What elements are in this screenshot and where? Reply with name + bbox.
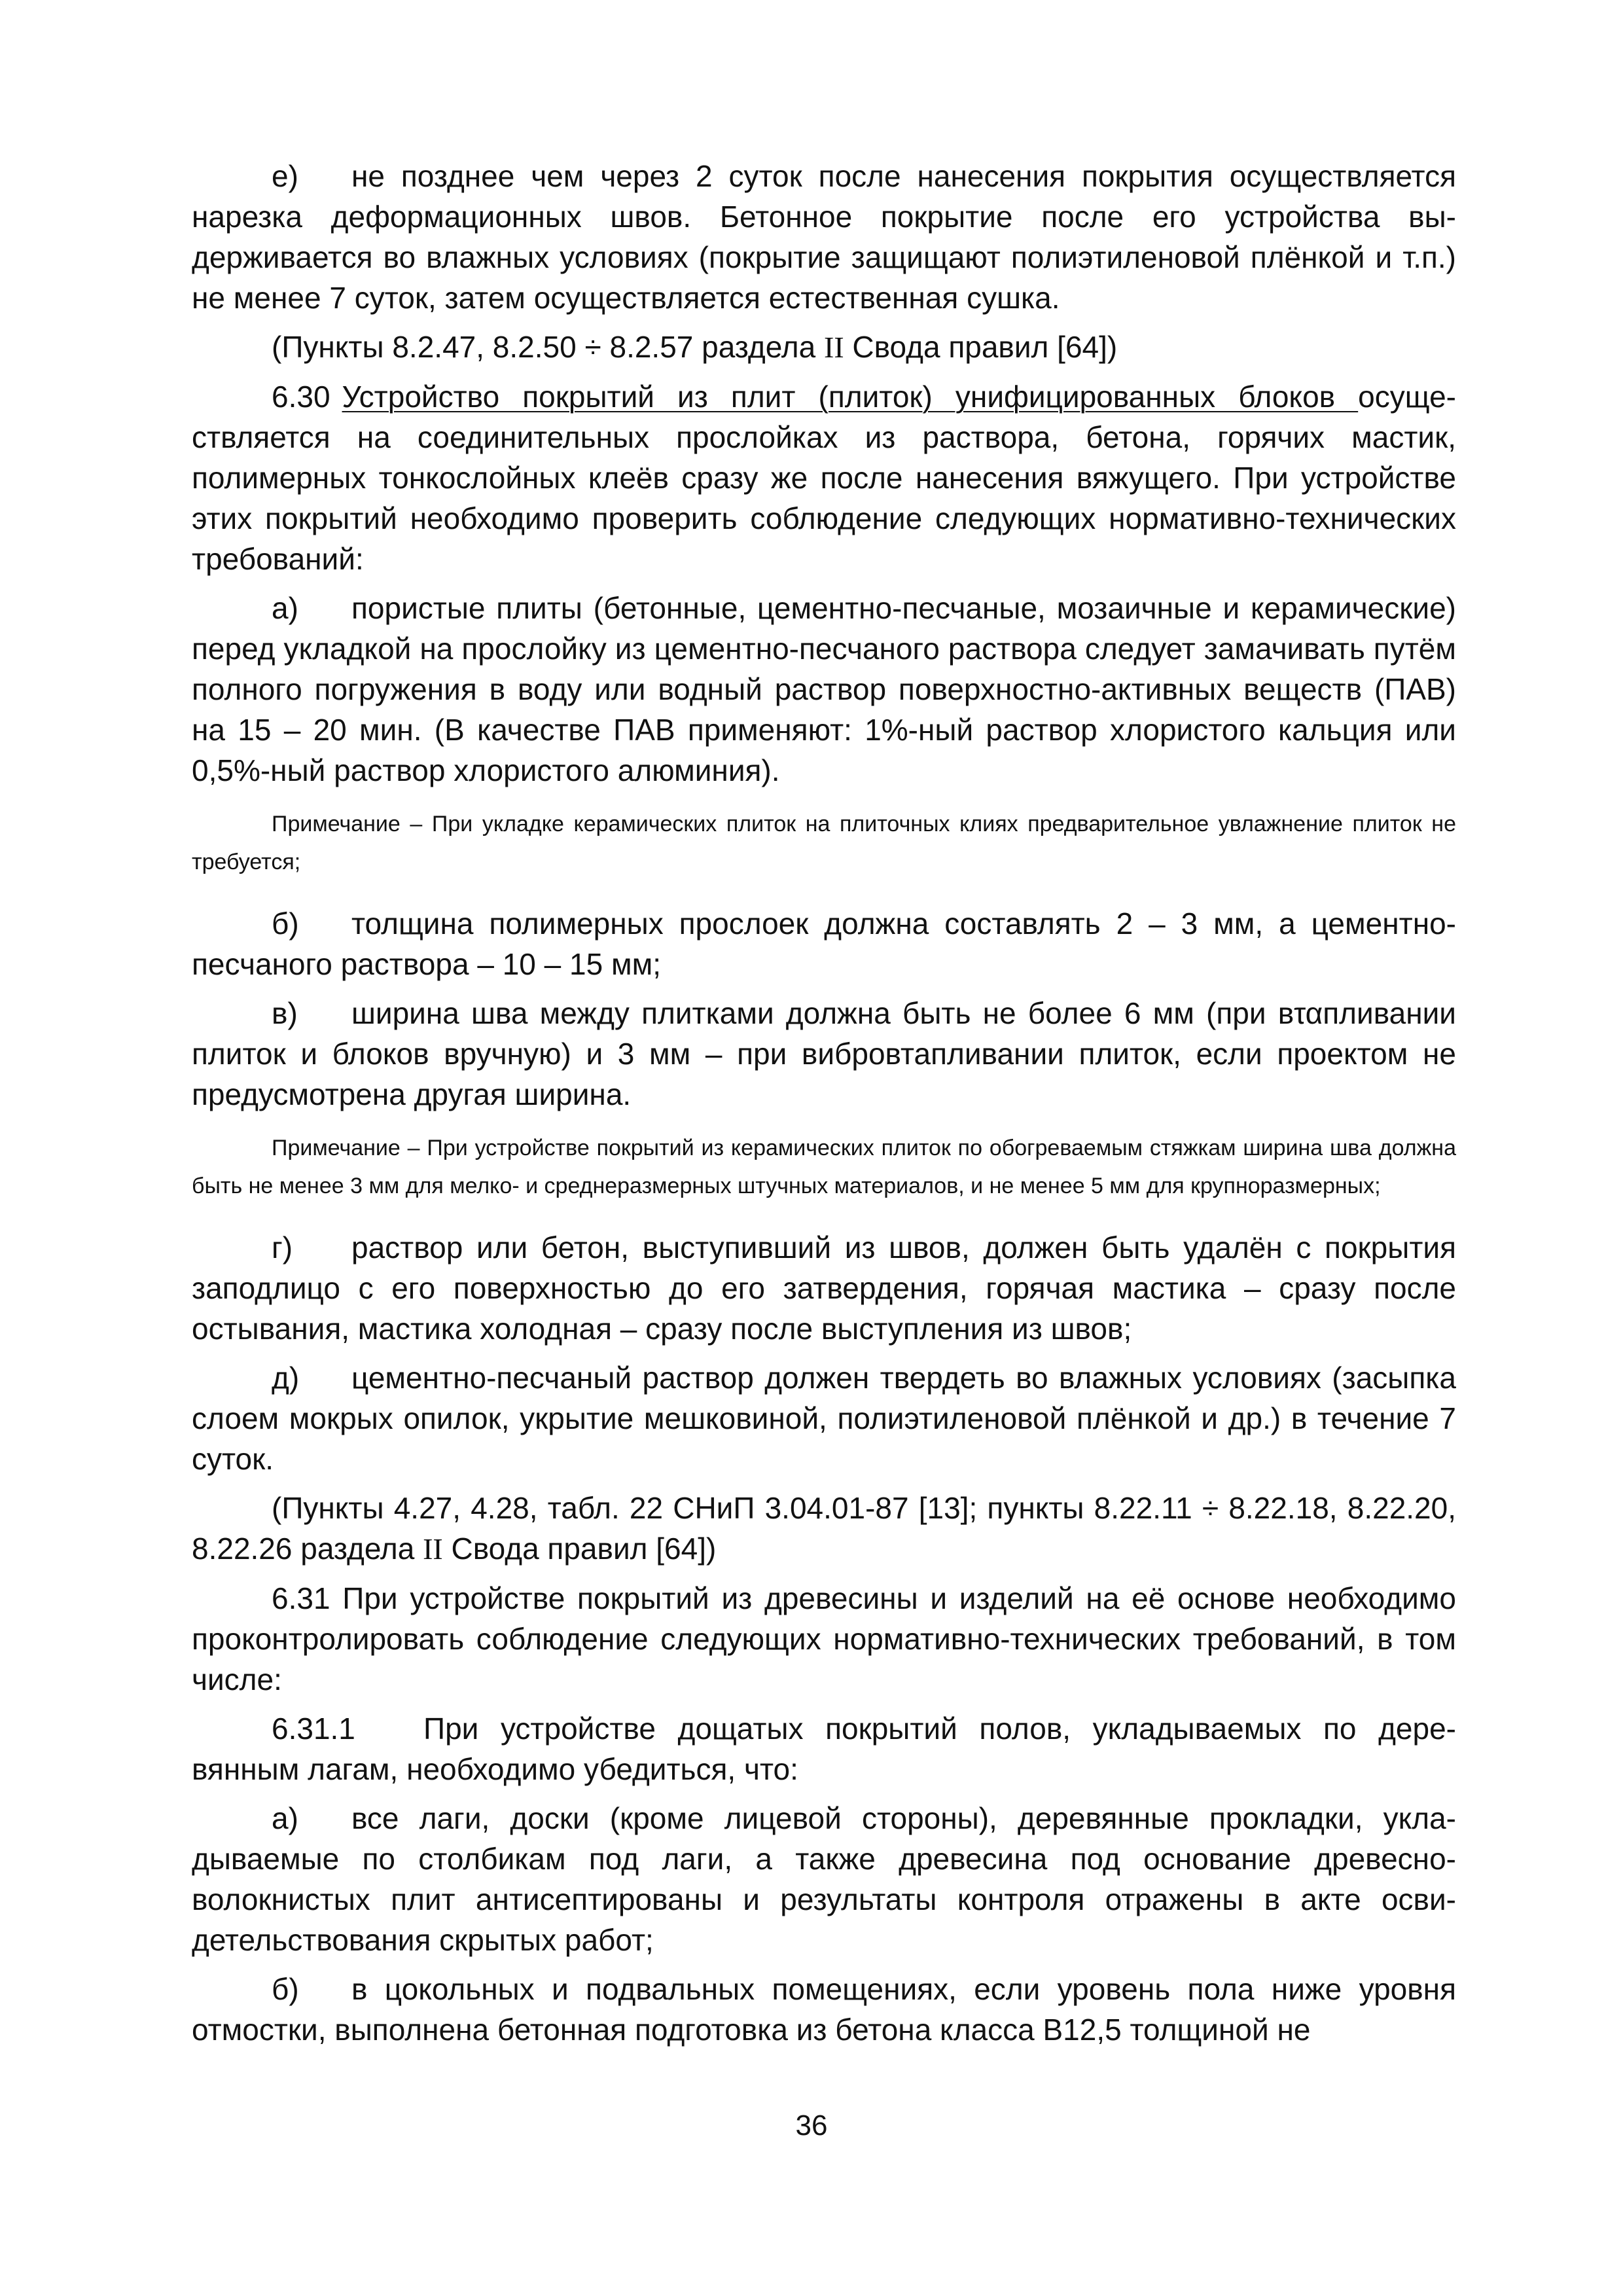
list-item-label: в) xyxy=(272,996,298,1030)
section-title: Устройство покрытий из плит (плиток) унифицированных блоков xyxy=(342,380,1359,414)
reference-text: Свода правил [64]) xyxy=(844,330,1118,364)
list-item-label: а) xyxy=(272,1801,298,1835)
note-heading: Примечание – xyxy=(272,812,432,836)
list-item-d xyxy=(192,1357,1456,1479)
roman-numeral: II xyxy=(423,1532,443,1566)
section-number: 6.30 xyxy=(272,380,330,414)
list-item-text: толщина полимерных прослоек должна составлять 2 – 3 мм, а цементно-песчаного раствора – 10 – 15 мм; xyxy=(192,906,1456,981)
section-text: При устройстве дощатых покрытий полов, укладываемых по деревянным лагам, необходимо убедиться, что: xyxy=(192,1712,1456,1786)
reference-paragraph-1 xyxy=(192,327,1456,368)
list-item-b-2 xyxy=(192,1969,1456,2050)
section-6-31 xyxy=(192,1578,1456,1700)
list-item-label: г) xyxy=(272,1230,293,1265)
list-item-text: не позднее чем через 2 суток после нанесения покрытия осуществляется нарезка деформационных швов. Бетонное покрытие после его устройства выдерживается во влажных условиях (покрытие защищают полиэтиленовой плёнкой и т.п.) не менее 7 суток, затем осуществляется естественная сушка. xyxy=(192,159,1456,315)
section-number: 6.31.1 xyxy=(272,1712,355,1746)
list-item-label: б) xyxy=(272,906,299,941)
section-text: осуществляется на соединительных прослойках из раствора, бетона, горячих мастик, полимерных тонкослойных клеёв сразу же после нанесения вяжущего. При устройстве этих покрытий необходимо проверить соблюдение следующих нормативно-технических требований: xyxy=(192,380,1456,576)
list-item-a xyxy=(192,588,1456,791)
reference-paragraph-2 xyxy=(192,1488,1456,1570)
list-item-a-2 xyxy=(192,1798,1456,1960)
list-item-e xyxy=(192,156,1456,318)
list-item-v xyxy=(192,993,1456,1115)
list-item-b xyxy=(192,903,1456,984)
note-heading: Примечание – xyxy=(272,1136,427,1160)
reference-text: Свода правил [64]) xyxy=(442,1532,717,1566)
list-item-label: д) xyxy=(272,1361,300,1395)
note-2 xyxy=(192,1129,1456,1205)
note-1 xyxy=(192,805,1456,881)
list-item-text: ширина шва между плитками должна быть не более 6 мм (при вταпливании плиток и блоков вручную) и 3 мм – при вибровтапливании плиток, если проектом не предусмотрена другая ширина. xyxy=(192,996,1456,1111)
list-item-label: а) xyxy=(272,591,298,625)
list-item-text: все лаги, доски (кроме лицевой стороны), деревянные прокладки, укладываемые по столбикам под лаги, а также древесина под основание древесноволокнистых плит антисептированы и результаты контроля отражены в акте освидетельствования скрытых работ; xyxy=(192,1801,1456,1957)
list-item-text: пористые плиты (бетонные, цементно-песчаные, мозаичные и керамические) перед укладкой на прослойку из цементно-песчаного раствора следует замачивать путём полного погружения в воду или водный раствор поверхностно-активных веществ (ПАВ) на 15 – 20 мин. (В качестве ПАВ применяют: 1%-ный раствор хлористого кальция или 0,5%-ный раствор хлористого алюминия). xyxy=(192,591,1456,787)
list-item-g xyxy=(192,1227,1456,1349)
list-item-text: раствор или бетон, выступивший из швов, должен быть удалён с покрытия заподлицо с его поверхностью до его затвердения, горячая мастика – сразу после остывания, мастика холодная – сразу после выступления из швов; xyxy=(192,1230,1456,1346)
roman-numeral: II xyxy=(824,331,844,364)
reference-text: (Пункты 4.27, 4.28, табл. 22 СНиП 3.04.01-87 [13]; пункты 8.22.11 ÷ 8.22.18, 8.22.20, 8.22.26 раздела xyxy=(192,1491,1456,1566)
list-item-label: б) xyxy=(272,1972,299,2006)
section-6-30 xyxy=(192,376,1456,579)
section-6-31-1 xyxy=(192,1708,1456,1789)
note-text: При укладке керамических плиток на плиточных клиях предварительное увлажнение плиток не требуется; xyxy=(192,812,1456,874)
list-item-label: е) xyxy=(272,159,298,193)
list-item-text: цементно-песчаный раствор должен твердеть во влажных условиях (засыпка слоем мокрых опилок, укрытие мешковиной, полиэтиленовой плёнкой и др.) в течение 7 суток. xyxy=(192,1361,1456,1476)
section-text: 6.31 При устройстве покрытий из древесины и изделий на её основе необходимо проконтролировать соблюдение следующих нормативно-технических требований, в том числе: xyxy=(192,1581,1456,1696)
list-item-text: в цокольных и подвальных помещениях, если уровень пола ниже уровня отмостки, выполнена бетонная подготовка из бетона класса В12,5 толщиной не xyxy=(192,1972,1456,2047)
note-text: При устройстве покрытий из керамических плиток по обогреваемым стяжкам ширина шва должна быть не менее 3 мм для мелко- и среднеразмерных штучных материалов, и не менее 5 мм для крупноразмерных; xyxy=(192,1136,1456,1198)
reference-text: (Пункты 8.2.47, 8.2.50 ÷ 8.2.57 раздела xyxy=(272,330,824,364)
page-number: 36 xyxy=(795,2109,828,2142)
document-page xyxy=(192,156,1456,2058)
